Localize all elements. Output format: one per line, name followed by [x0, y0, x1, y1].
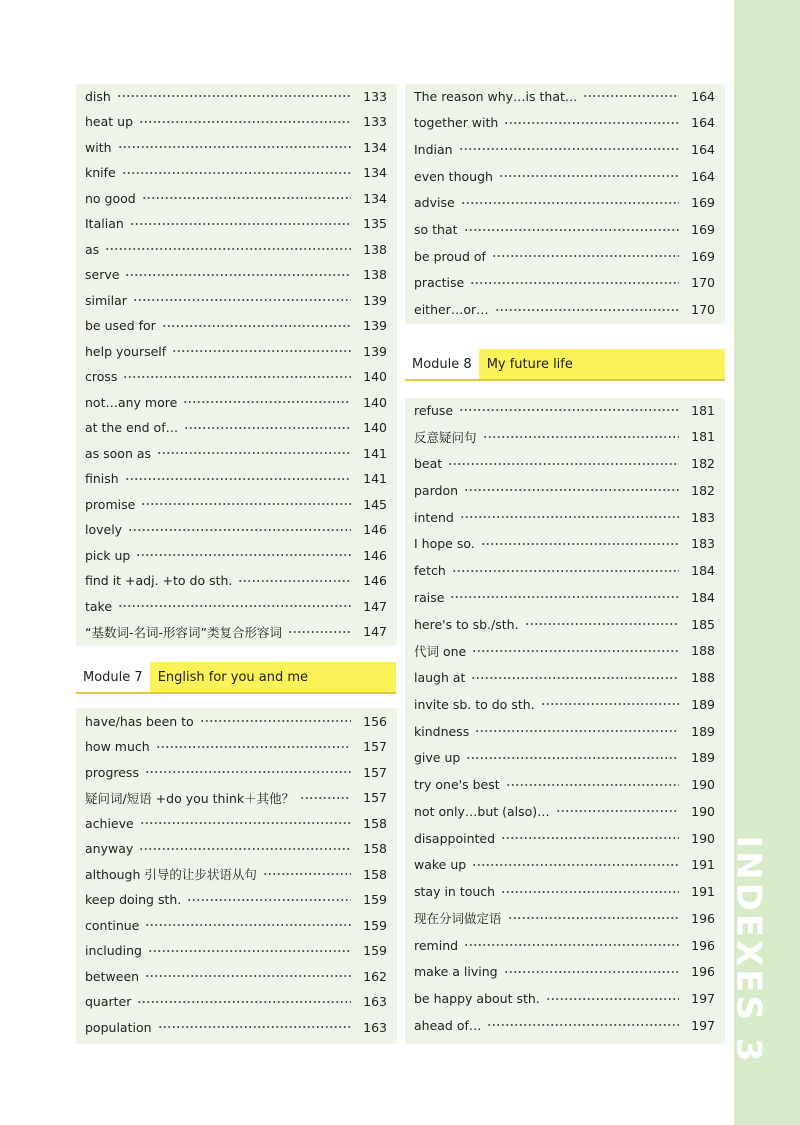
module7-title: English for you and me	[157, 669, 309, 685]
entry-page: 135	[363, 216, 387, 231]
entry-term: help yourself	[85, 343, 167, 359]
dot-leader	[501, 891, 679, 893]
entry-page: 146	[363, 547, 387, 563]
entry-term: be used for	[85, 318, 156, 333]
dot-leader	[125, 274, 351, 276]
entry-term: stay in touch	[414, 884, 496, 899]
entry-page: 141	[363, 471, 387, 486]
entry-page: 189	[691, 723, 715, 739]
entry-term: between	[85, 968, 140, 984]
index-entry	[405, 614, 725, 634]
entry-page: 164	[691, 88, 715, 104]
index-entry	[76, 188, 397, 208]
entry-term: here's to sb./sth.	[414, 616, 519, 632]
dot-leader	[460, 516, 679, 518]
entry-term: be happy about sth.	[414, 991, 540, 1006]
module7-header	[76, 662, 396, 694]
module8-title: My future life	[486, 356, 573, 372]
index-entry	[76, 214, 397, 234]
entry-term: lovely	[85, 522, 123, 537]
index-entry	[76, 316, 397, 336]
index-entry	[76, 762, 397, 782]
dot-leader	[200, 720, 351, 722]
entry-page: 197	[691, 1017, 715, 1033]
dot-leader	[145, 771, 351, 773]
entry-page: 134	[363, 165, 387, 180]
index-entry	[76, 813, 397, 833]
dot-leader	[466, 757, 679, 759]
entry-term: “基数词-名词-形容词”类复合形容词	[85, 624, 282, 640]
dot-leader	[583, 95, 679, 97]
entry-page: 141	[363, 445, 387, 461]
dot-leader	[483, 436, 679, 438]
entry-page: 190	[691, 830, 715, 846]
entry-page: 181	[691, 429, 715, 445]
entry-term: not…any more	[85, 394, 178, 410]
entry-page: 184	[691, 563, 715, 578]
entry-term: similar	[85, 292, 127, 308]
index-entry	[405, 668, 725, 688]
dot-leader	[172, 350, 351, 352]
entry-term: achieve	[85, 815, 134, 831]
entry-page: 191	[691, 857, 715, 873]
dot-leader	[156, 746, 351, 748]
dot-leader	[525, 623, 679, 625]
entry-page: 182	[691, 482, 715, 498]
entry-term: practise	[414, 275, 465, 291]
entry-page: 134	[363, 139, 387, 155]
entry-term: progress	[85, 764, 139, 780]
dot-leader	[130, 223, 351, 225]
dot-leader	[122, 172, 351, 174]
entry-term: have/has been to	[85, 713, 194, 729]
entry-page: 182	[691, 456, 715, 471]
index-entry	[405, 855, 725, 875]
dot-leader	[187, 899, 351, 901]
entry-term: continue	[85, 917, 140, 933]
index-entry	[405, 113, 725, 133]
entry-term: fetch	[414, 563, 446, 578]
dot-leader	[506, 784, 679, 786]
dot-leader	[448, 463, 679, 465]
side-label	[728, 835, 769, 1065]
entry-page: 159	[363, 917, 387, 933]
entry-page: 190	[691, 777, 715, 792]
entry-page: 140	[363, 394, 387, 410]
dot-leader	[487, 1024, 679, 1026]
index-entry	[405, 694, 725, 714]
entry-page: 184	[691, 589, 715, 605]
entry-page: 169	[691, 195, 715, 211]
dot-leader	[452, 570, 679, 572]
dot-leader	[492, 255, 679, 257]
index-entry	[405, 962, 725, 982]
index-entry	[405, 507, 725, 527]
dot-leader	[133, 299, 351, 301]
index-entry	[405, 273, 725, 293]
index-entry	[405, 534, 725, 554]
entry-page: 169	[691, 222, 715, 237]
entry-page: 157	[363, 739, 387, 754]
entry-term: even though	[414, 168, 493, 184]
entry-term: 代词 one	[414, 643, 467, 659]
index-entry	[76, 839, 397, 859]
entry-term: at the end of…	[85, 420, 179, 435]
entry-term: as	[85, 241, 100, 257]
index-entry	[405, 86, 725, 106]
dot-leader	[464, 489, 679, 491]
dot-leader	[546, 998, 679, 1000]
index-entry	[405, 561, 725, 581]
entry-page: 159	[363, 892, 387, 907]
entry-page: 189	[691, 750, 715, 766]
dot-leader	[158, 1026, 351, 1028]
entry-term: not only…but (also)…	[414, 803, 550, 819]
index-entry	[76, 711, 397, 731]
entry-term: raise	[414, 589, 445, 605]
entry-page: 196	[691, 910, 715, 926]
index-entry	[76, 265, 397, 285]
dot-leader	[125, 478, 351, 480]
entry-page: 191	[691, 884, 715, 899]
module8-header	[405, 349, 725, 381]
entry-page: 157	[363, 790, 387, 805]
dot-leader	[128, 529, 351, 531]
index-entry	[405, 139, 725, 159]
entry-page: 163	[363, 994, 387, 1009]
dot-leader	[499, 175, 679, 177]
entry-term: 现在分词做定语	[414, 911, 502, 927]
dot-leader	[508, 917, 679, 919]
entry-page: 196	[691, 937, 715, 953]
dot-leader	[137, 1001, 351, 1003]
index-entry	[76, 864, 397, 884]
entry-term: finish	[85, 471, 119, 486]
entry-term: try one's best	[414, 777, 500, 792]
entry-term: 疑问词/短语 +do you think＋其他？	[85, 790, 295, 806]
entry-term: laugh at	[414, 670, 466, 685]
entry-page: 196	[691, 964, 715, 980]
dot-leader	[184, 427, 351, 429]
entry-term: beat	[414, 456, 443, 471]
entry-term: Indian	[414, 141, 453, 157]
dot-leader	[481, 543, 679, 545]
index-entry	[76, 545, 397, 565]
entry-term: knife	[85, 165, 116, 180]
entry-term: remind	[414, 937, 459, 953]
index-entry	[76, 163, 397, 183]
dot-leader	[136, 554, 351, 556]
entry-page: 138	[363, 241, 387, 257]
entry-term: Italian	[85, 216, 124, 231]
index-entry	[76, 443, 397, 463]
entry-page: 197	[691, 991, 715, 1006]
entry-page: 163	[363, 1019, 387, 1035]
index-entry	[76, 367, 397, 387]
dot-leader	[183, 401, 351, 403]
dot-leader	[145, 924, 351, 926]
index-entry	[76, 290, 397, 310]
index-entry	[76, 992, 397, 1012]
entry-term: pick up	[85, 547, 131, 563]
dot-leader	[472, 864, 679, 866]
entry-term: intend	[414, 509, 454, 525]
dot-leader	[495, 309, 679, 311]
dot-leader	[139, 848, 351, 850]
entry-page: 133	[363, 114, 387, 129]
entry-page: 183	[691, 536, 715, 552]
side-label-text: INDEXES 3	[728, 835, 769, 1065]
entry-page: 188	[691, 670, 715, 685]
entry-term: cross	[85, 369, 118, 384]
entry-term: make a living	[414, 964, 498, 980]
dot-leader	[501, 837, 679, 839]
dot-leader	[148, 950, 351, 952]
dot-leader	[464, 229, 679, 231]
entry-page: 145	[363, 496, 387, 512]
entry-page: 164	[691, 141, 715, 157]
entry-page: 156	[363, 713, 387, 729]
entry-term: serve	[85, 267, 120, 282]
entry-term: take	[85, 598, 113, 614]
dot-leader	[123, 376, 351, 378]
entry-term: I hope so.	[414, 536, 475, 552]
entry-term: together with	[414, 115, 499, 131]
index-entry	[405, 882, 725, 902]
dot-leader	[471, 677, 679, 679]
entry-term: no good	[85, 190, 136, 206]
entry-page: 147	[363, 598, 387, 614]
entry-term: including	[85, 943, 142, 958]
entry-page: 140	[363, 369, 387, 384]
index-entry	[76, 596, 397, 616]
entry-page: 162	[363, 968, 387, 984]
index-entry	[405, 989, 725, 1009]
dot-leader	[475, 730, 679, 732]
entry-page: 147	[363, 624, 387, 639]
dot-leader	[145, 975, 351, 977]
entry-page: 138	[363, 267, 387, 282]
entry-term: as soon as	[85, 445, 152, 461]
right-bottom-panel	[405, 398, 725, 1044]
dot-leader	[450, 596, 679, 598]
left-top-panel	[76, 84, 397, 646]
dot-leader	[541, 703, 679, 705]
index-entry	[76, 86, 397, 106]
dot-leader	[459, 148, 679, 150]
entry-term: anyway	[85, 841, 134, 856]
dot-leader	[461, 202, 679, 204]
entry-page: 188	[691, 643, 715, 659]
index-entry	[76, 915, 397, 935]
index-entry	[76, 392, 397, 412]
dot-leader	[556, 810, 679, 812]
entry-page: 169	[691, 248, 715, 264]
entry-page: 140	[363, 420, 387, 435]
entry-term: be proud of	[414, 248, 486, 264]
dot-leader	[470, 282, 679, 284]
dot-leader	[118, 605, 351, 607]
index-entry	[405, 300, 725, 320]
entry-page: 164	[691, 115, 715, 131]
dot-leader	[238, 580, 351, 582]
index-entry	[76, 571, 397, 591]
dot-leader	[472, 650, 679, 652]
entry-term: find it +adj. +to do sth.	[85, 573, 233, 588]
entry-term: with	[85, 139, 112, 155]
entry-page: 158	[363, 815, 387, 831]
entry-term: promise	[85, 496, 136, 512]
index-entry	[76, 737, 397, 757]
entry-term: ahead of…	[414, 1017, 482, 1033]
entry-page: 190	[691, 803, 715, 819]
index-entry	[405, 193, 725, 213]
entry-term: although 引导的让步状语从句	[85, 867, 257, 882]
dot-leader	[162, 325, 351, 327]
entry-term: how much	[85, 739, 150, 754]
index-entry	[76, 239, 397, 259]
entry-term: The reason why…is that…	[414, 88, 578, 104]
index-entry	[405, 1015, 725, 1035]
entry-term: invite sb. to do sth.	[414, 696, 535, 712]
index-entry	[76, 137, 397, 157]
index-entry	[76, 788, 397, 808]
left-bottom-panel	[76, 708, 397, 1044]
dot-leader	[504, 971, 679, 973]
dot-leader	[504, 122, 679, 124]
index-entry	[76, 890, 397, 910]
index-entry	[76, 112, 397, 132]
entry-page: 133	[363, 88, 387, 104]
entry-page: 146	[363, 573, 387, 588]
index-entry	[405, 166, 725, 186]
index-entry	[76, 966, 397, 986]
index-entry	[405, 828, 725, 848]
index-entry	[405, 427, 725, 447]
index-entry	[405, 935, 725, 955]
entry-page: 157	[363, 764, 387, 780]
entry-page: 183	[691, 509, 715, 525]
entry-page: 134	[363, 190, 387, 206]
dot-leader	[117, 95, 351, 97]
dot-leader	[464, 944, 679, 946]
entry-page: 139	[363, 292, 387, 308]
dot-leader	[459, 409, 679, 411]
entry-page: 170	[691, 275, 715, 291]
entry-term: kindness	[414, 723, 470, 739]
index-entry	[76, 520, 397, 540]
entry-page: 164	[691, 168, 715, 184]
index-entry	[405, 480, 725, 500]
index-entry	[405, 801, 725, 821]
dot-leader	[105, 248, 351, 250]
entry-term: quarter	[85, 994, 132, 1009]
entry-term: disappointed	[414, 830, 496, 846]
entry-page: 158	[363, 841, 387, 856]
index-entry	[405, 220, 725, 240]
index-entry	[405, 908, 725, 928]
right-top-panel	[405, 84, 725, 324]
entry-term: so that	[414, 222, 458, 237]
entry-term: dish	[85, 88, 111, 104]
entry-page: 159	[363, 943, 387, 958]
entry-term: pardon	[414, 482, 459, 498]
index-entry	[76, 341, 397, 361]
entry-page: 139	[363, 318, 387, 333]
entry-page: 139	[363, 343, 387, 359]
index-entry	[405, 587, 725, 607]
entry-page: 158	[363, 866, 387, 882]
entry-page: 170	[691, 302, 715, 318]
dot-leader	[118, 146, 351, 148]
entry-page: 181	[691, 402, 715, 418]
index-entry	[405, 748, 725, 768]
dot-leader	[300, 797, 351, 799]
entry-term: wake up	[414, 857, 467, 873]
index-entry	[76, 418, 397, 438]
module7-label: Module 7	[76, 662, 150, 692]
index-entry	[76, 941, 397, 961]
dot-leader	[140, 822, 351, 824]
index-entry	[405, 400, 725, 420]
entry-page: 185	[691, 616, 715, 632]
index-entry	[76, 1017, 397, 1037]
entry-term: keep doing sth.	[85, 892, 182, 907]
index-entry	[405, 721, 725, 741]
entry-term: heat up	[85, 114, 134, 129]
entry-term: 反意疑问句	[414, 429, 477, 445]
dot-leader	[157, 452, 351, 454]
index-entry	[405, 246, 725, 266]
index-entry	[405, 775, 725, 795]
entry-term: population	[85, 1019, 152, 1035]
index-entry	[76, 469, 397, 489]
dot-leader	[141, 503, 351, 505]
entry-page: 189	[691, 696, 715, 712]
entry-term: give up	[414, 750, 461, 766]
index-entry	[405, 641, 725, 661]
index-entry	[405, 454, 725, 474]
entry-term: advise	[414, 195, 455, 211]
dot-leader	[288, 631, 351, 633]
index-entry	[76, 622, 397, 642]
dot-leader	[142, 197, 351, 199]
module8-label: Module 8	[405, 349, 479, 379]
entry-page: 146	[363, 522, 387, 537]
dot-leader	[139, 121, 351, 123]
index-entry	[76, 494, 397, 514]
dot-leader	[263, 873, 351, 875]
entry-term: refuse	[414, 402, 454, 418]
entry-term: either…or…	[414, 302, 489, 318]
